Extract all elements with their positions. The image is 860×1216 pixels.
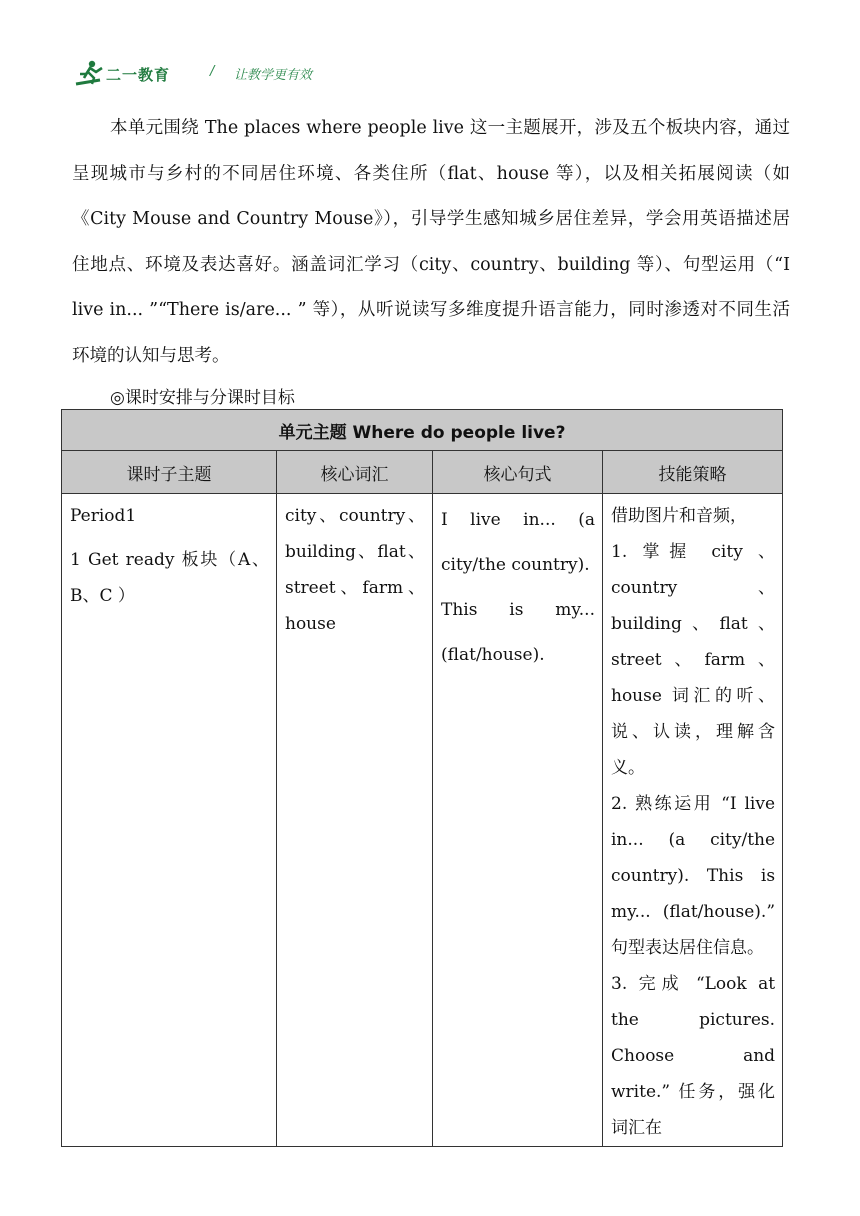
skills-cell bbox=[603, 494, 783, 1147]
sentences-cell bbox=[433, 494, 603, 1147]
column-header-skills: 技能策略 bbox=[603, 451, 783, 494]
section-label: ◎课时安排与分课时目标 bbox=[110, 388, 295, 408]
skills-item-1: 1. 掌握 city 、country、building、flat、street、farm、house 词汇的听、说、认读，理解含义。 bbox=[611, 542, 776, 778]
sentence-1: I live in... (a city/the country). bbox=[441, 510, 595, 575]
header-separator: / bbox=[210, 64, 215, 79]
unit-title: 单元主题 Where do people live? bbox=[62, 410, 783, 451]
skills-item-2: 2. 熟练运用 “I live in... (a city/the country). This is my... (flat/house).” 句型表达居住信息。 bbox=[611, 794, 776, 958]
vocabulary-cell bbox=[277, 494, 433, 1147]
skills-item-3: 3. 完成 “Look at the pictures. Choose and write.” 任务，强化词汇在 bbox=[611, 974, 776, 1138]
skills-intro: 借助图片和音频， bbox=[611, 506, 747, 526]
period-label: Period1 bbox=[70, 506, 137, 526]
lesson-plan-table bbox=[61, 409, 783, 1147]
header-slogan: 让教学更有效 bbox=[234, 68, 313, 83]
column-header-vocabulary: 核心词汇 bbox=[277, 451, 433, 494]
page-header bbox=[74, 58, 414, 92]
sentence-2: This is my... (flat/house). bbox=[441, 600, 595, 665]
vocabulary-text: city、country、building、flat、street、farm、house bbox=[285, 506, 425, 634]
logo-text: 二一教育 bbox=[106, 66, 171, 84]
column-header-sentences: 核心句式 bbox=[433, 451, 603, 494]
subtopic-text: 1 Get ready 板块（A、B、C ） bbox=[70, 550, 269, 606]
column-header-subtopic: 课时子主题 bbox=[62, 451, 277, 494]
intro-paragraph: 本单元围绕 The places where people live 这一主题展开，涉及五个板块内容，通过呈现城市与乡村的不同居住环境、各类住所（flat、house 等），以及相关拓展阅读（如《City Mouse and Country Mouse》），引导学生感知城乡居住差异，学会用英语描述居住地点、环境及表达喜好。涵盖词汇学习（city、country、building 等）、句型运用（“I live in... ”“There is/are... ” 等），从听说读写多维度提升语言能力，同时渗透对不同生活环境的认知与思考。 bbox=[72, 118, 790, 366]
subtopic-cell bbox=[62, 494, 277, 1147]
